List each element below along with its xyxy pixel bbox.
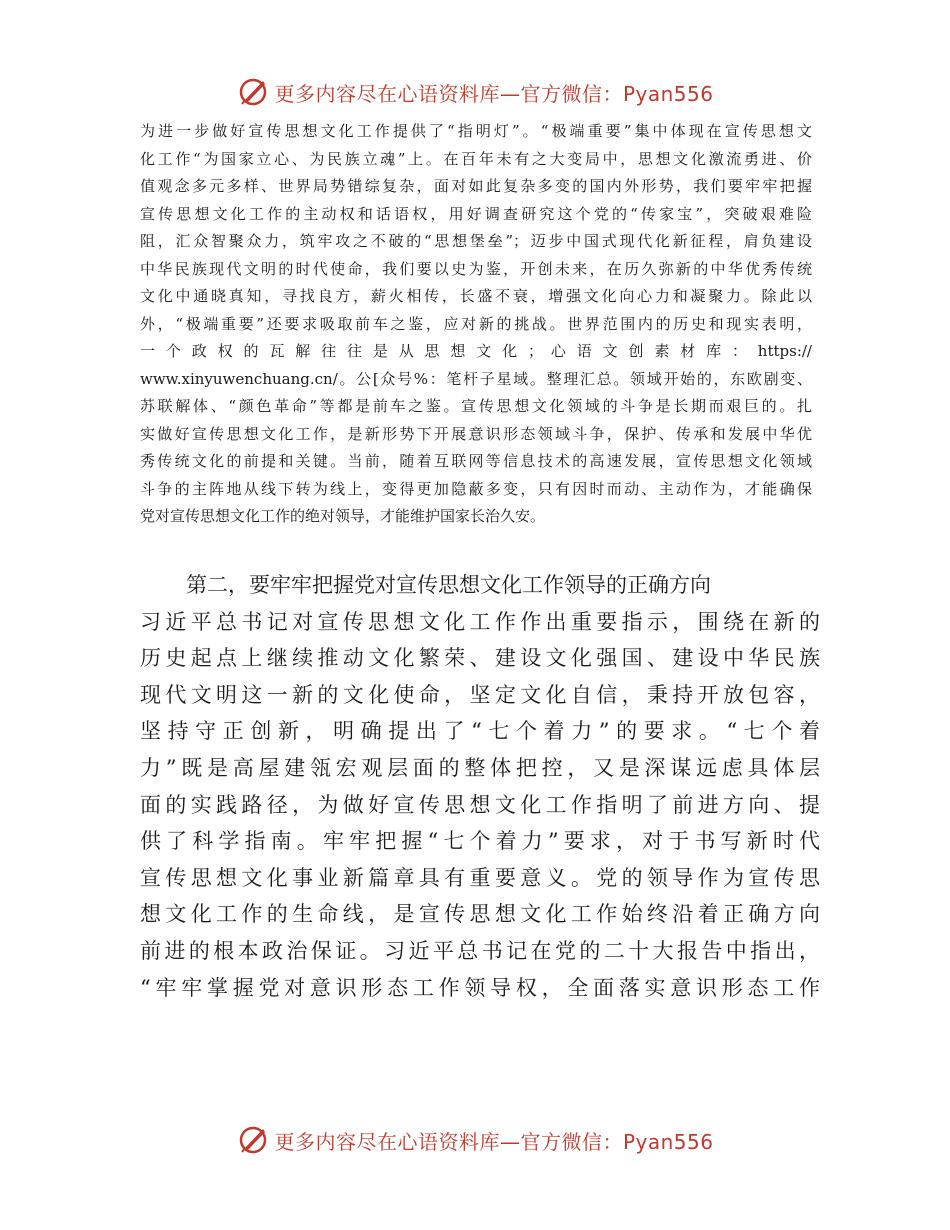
text-line: 阻，汇众智聚众力，筑牢攻之不破的“思想堡垒”；迈步中国式现代化新征程，肩负建设 [140,232,812,250]
text-line: “牢牢掌握党对意识形态工作领导权，全面落实意识形态工作 [140,975,820,1000]
text-line: 为进一步做好宣传思想文化工作提供了“指明灯”。“极端重要”集中体现在宣传思想文 [140,122,812,140]
text-line: 化工作“为国家立心、为民族立魂”上。在百年未有之大变局中，思想文化激流勇进、价 [140,149,812,168]
text-line: 值观念多元多样、世界局势错综复杂，面对如此复杂多变的国内外形势，我们要牢牢把握 [140,177,812,195]
text-line: 中华民族现代文明的时代使命，我们要以史为鉴，开创未来，在历久弥新的中华优秀传统 [140,259,812,278]
text-line: 实做好宣传思想文化工作，是新形势下开展意识形态领域斗争，保护、传承和发展中华优 [140,424,812,443]
footer-banner [0,1120,950,1160]
text-line: 党对宣传思想文化工作的绝对领导，才能维护国家长治久安。 [140,507,546,525]
paragraph-2 [140,567,820,1006]
text-line: 坚持守正创新，明确提出了“七个着力”的要求。“七个着 [140,719,820,744]
text-line: 宣传思想文化事业新篇章具有重要意义。党的领导作为宣传思 [140,865,820,890]
footer-banner-text: 更多内容尽在心语资料库—官方微信：Pyan556 [274,1129,714,1154]
header-banner [0,72,950,112]
text-line: 一 个 政 权 的 瓦 解 往 往 是 从 思 想 文 化 ； 心 语 文 创 素 材 库 ： https:// [140,342,812,360]
text-line: 秀传统文化的前提和关键。当前，随着互联网等信息技术的高速发展，宣传思想文化领域 [140,452,812,470]
text-line: 宣传思想文化工作的主动权和话语权，用好调查研究这个党的“传家宝”，突破艰难险 [140,204,812,223]
quill-logo-icon [236,75,270,109]
text-line: 力”既是高屋建瓴宏观层面的整体把控，又是深谋远虑具体层 [140,755,820,780]
paragraph-1 [140,118,812,531]
text-line: 苏联解体、“颜色革命”等都是前车之鉴。宣传思想文化领域的斗争是长期而艰巨的。扎 [140,397,812,415]
text-line: 历史起点上继续推动文化繁荣、建设文化强国、建设中华民族 [140,646,820,671]
quill-logo-icon [236,1123,270,1157]
text-line: www.xinyuwenchuang.cn/。公[众号%：笔杆子星域。整理汇总。领域开始的，东欧剧变、 [140,369,812,388]
text-line: 现代文明这一新的文化使命，坚定文化自信，秉持开放包容， [140,682,820,707]
header-banner-text: 更多内容尽在心语资料库—官方微信：Pyan556 [274,81,714,106]
text-line: 文化中通晓真知，寻找良方，薪火相传，长盛不衰，增强文化向心力和凝聚力。除此以 [140,287,812,305]
text-line: 斗争的主阵地从线下转为线上，变得更加隐蔽多变，只有因时而动、主动作为，才能确保 [140,479,812,498]
text-line: 供了科学指南。牢牢把握“七个着力”要求，对于书写新时代 [140,829,820,854]
text-line: 习近平总书记对宣传思想文化工作作出重要指示，围绕在新的 [140,609,820,634]
text-line: 外，“极端重要”还要求吸取前车之鉴，应对新的挑战。世界范围内的历史和现实表明， [140,314,812,333]
text-line: 前进的根本政治保证。习近平总书记在党的二十大报告中指出， [140,938,820,963]
section-heading: 第二，要牢牢把握党对宣传思想文化工作领导的正确方向 [186,573,711,597]
text-line: 面的实践路径，为做好宣传思想文化工作指明了前进方向、提 [140,792,820,817]
text-line: 想文化工作的生命线，是宣传思想文化工作始终沿着正确方向 [140,902,820,927]
